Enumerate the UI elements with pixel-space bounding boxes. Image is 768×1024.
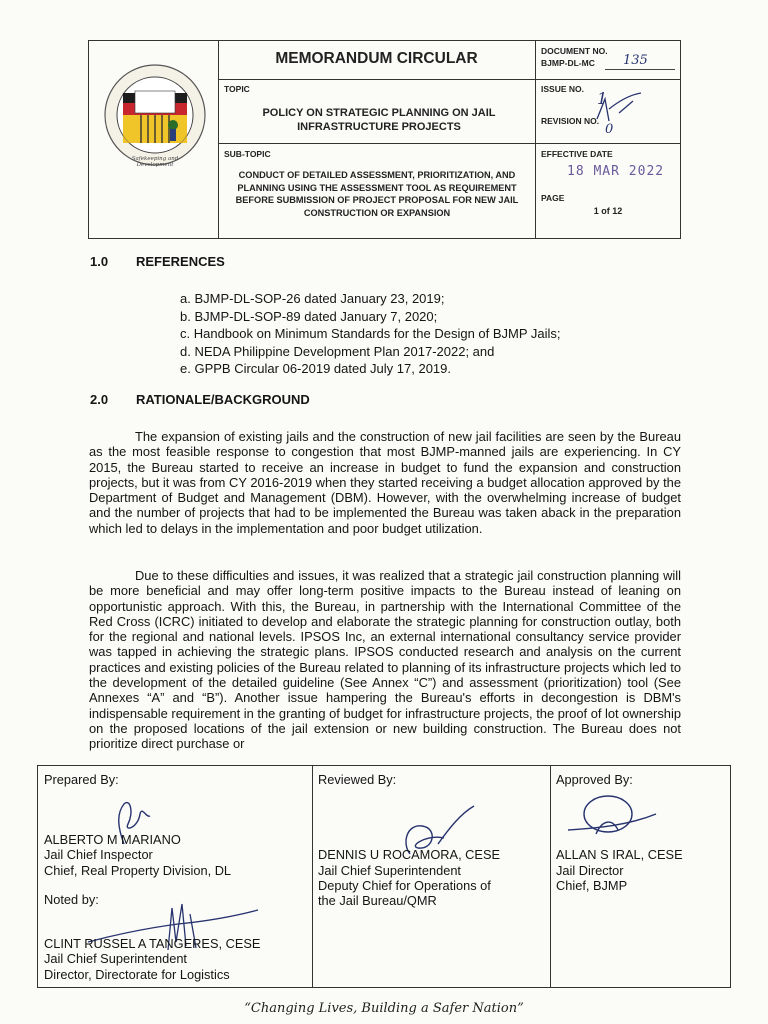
reviewed-by-label: Reviewed By:: [318, 772, 397, 787]
section-2-number: 2.0: [90, 392, 109, 407]
section-2-title: RATIONALE/BACKGROUND: [136, 392, 310, 407]
header-table: [88, 40, 681, 239]
revision-value: 0: [605, 122, 614, 137]
revision-label: REVISION NO.: [541, 116, 600, 126]
divider: [312, 766, 313, 987]
page-number: 1 of 12: [593, 206, 623, 216]
signatories-table: [37, 765, 731, 988]
list-item: b. BJMP-DL-SOP-89 dated January 7, 2020;: [180, 308, 438, 324]
divider: [218, 143, 680, 144]
noted-by-rank: Jail Chief Superintendent: [44, 951, 187, 966]
subtopic-text: CONDUCT OF DETAILED ASSESSMENT, PRIORITIZATION, AND PLANNING USING THE ASSESSMENT TOOL AS REQUIREMENT BEFORE SUBMISSION OF PROJECT PROPOSAL FOR NEW JAIL CONSTRUCTION OR EXPANSION: [235, 170, 519, 218]
seal-motto: Safekeeping and Development: [131, 156, 179, 168]
page-title: MEMORANDUM CIRCULAR: [275, 50, 478, 67]
doc-no-value: 135: [623, 53, 648, 68]
bjmp-logo: [103, 63, 207, 167]
paragraph: Due to these difficulties and issues, it was realized that a strategic jail construction planning will be more beneficial and may offer long-term positive impacts to the Bureau instead of leaning on opportunistic approach. With this, the Bureau, in partnership with the International Committee of the Red Cross (ICRC) initiated to develop and elaborate the strategic planning for construction outlay, both for the regional and national levels. IPSOS Inc, an external international consultancy service provider was tapped in achieving the strategic plans. IPSOS conducted research and analysis on the current practices and existing policies of the Bureau related to planning of its infrastructure projects which led to the development of the detailed guideline (See Annex “C”) and assessment (prioritization) tool (See Annexes “A” and “B”). Another issue hampering the Bureau's efforts in decongestion is DBM's indispensable requirement in the granting of budget for infrastructure projects, the proof of lot ownership on the proposed locations of the jail extension or new building construction. The Bureau does not prioritize direct purchase or: [89, 568, 681, 752]
reviewed-by-name: DENNIS U ROCAMORA, CESE: [318, 847, 501, 862]
subtopic-label: SUB-TOPIC: [224, 149, 271, 159]
prepared-by-label: Prepared By:: [44, 772, 119, 787]
section-1-title: REFERENCES: [136, 254, 225, 269]
page-label: PAGE: [541, 193, 565, 203]
doc-no-label: DOCUMENT NO.: [541, 46, 608, 56]
prepared-by-position: Chief, Real Property Division, DL: [44, 863, 232, 878]
issue-label: ISSUE NO.: [541, 84, 584, 94]
topic-text: POLICY ON STRATEGIC PLANNING ON JAIL INFRASTRUCTURE PROJECTS: [262, 107, 496, 133]
prepared-by-name: ALBERTO M MARIANO: [44, 832, 181, 847]
footer-motto: “Changing Lives, Building a Safer Nation”: [244, 1001, 524, 1016]
paragraph: The expansion of existing jails and the construction of new jail facilities are seen by the Bureau as the most feasible response to congestion that most BJMP-manned jails are experiencing. In CY 2015, the Bureau started to receive an increase in budget to fund the expansion and construction projects, but it was from CY 2016-2019 when they started receiving a budget allocation approved by the Department of Budget and Management (DBM). However, with the overwhelming increase of budget and the number of projects that had to be implemented the Bureau was taken aback in the preparation which led to delays in the implementation and poor budget utilization.: [89, 429, 681, 536]
reviewed-by-rank: Jail Chief Superintendent: [318, 863, 461, 878]
divider: [218, 41, 219, 238]
references-list: [180, 290, 561, 378]
signature-icon: [556, 790, 666, 850]
seal-icon: [103, 63, 207, 167]
topic-label: TOPIC: [224, 84, 250, 94]
list-item: c. Handbook on Minimum Standards for the Design of BJMP Jails;: [180, 326, 561, 341]
list-item: e. GPPB Circular 06-2019 dated July 17, 2019.: [180, 361, 451, 376]
approved-by-rank: Jail Director: [556, 863, 624, 878]
effective-date-label: EFFECTIVE DATE: [541, 149, 613, 159]
doc-no-underline: [605, 69, 675, 70]
prepared-by-rank: Jail Chief Inspector: [44, 847, 153, 862]
section-1-number: 1.0: [90, 254, 109, 269]
divider: [218, 79, 680, 80]
effective-date-stamp: 18 MAR 2022: [567, 164, 665, 179]
reviewed-by-position: Deputy Chief for Operations of: [318, 878, 491, 893]
noted-by-name: CLINT RUSSEL A TANGERES, CESE: [44, 936, 261, 951]
approved-by-position: Chief, BJMP: [556, 878, 628, 893]
list-item: d. NEDA Philippine Development Plan 2017-2022; and: [180, 343, 495, 359]
divider: [550, 766, 551, 987]
list-item: a. BJMP-DL-SOP-26 dated January 23, 2019;: [180, 291, 445, 306]
reviewed-by-position: the Jail Bureau/QMR: [318, 893, 437, 908]
doc-no-code: BJMP-DL-MC: [541, 58, 595, 68]
noted-by-position: Director, Directorate for Logistics: [44, 967, 230, 982]
approved-by-label: Approved By:: [556, 772, 633, 787]
initials-icon: [589, 91, 649, 131]
approved-by-name: ALLAN S IRAL, CESE: [556, 847, 683, 862]
issue-value: 1: [597, 89, 608, 108]
noted-by-label: Noted by:: [44, 892, 99, 907]
